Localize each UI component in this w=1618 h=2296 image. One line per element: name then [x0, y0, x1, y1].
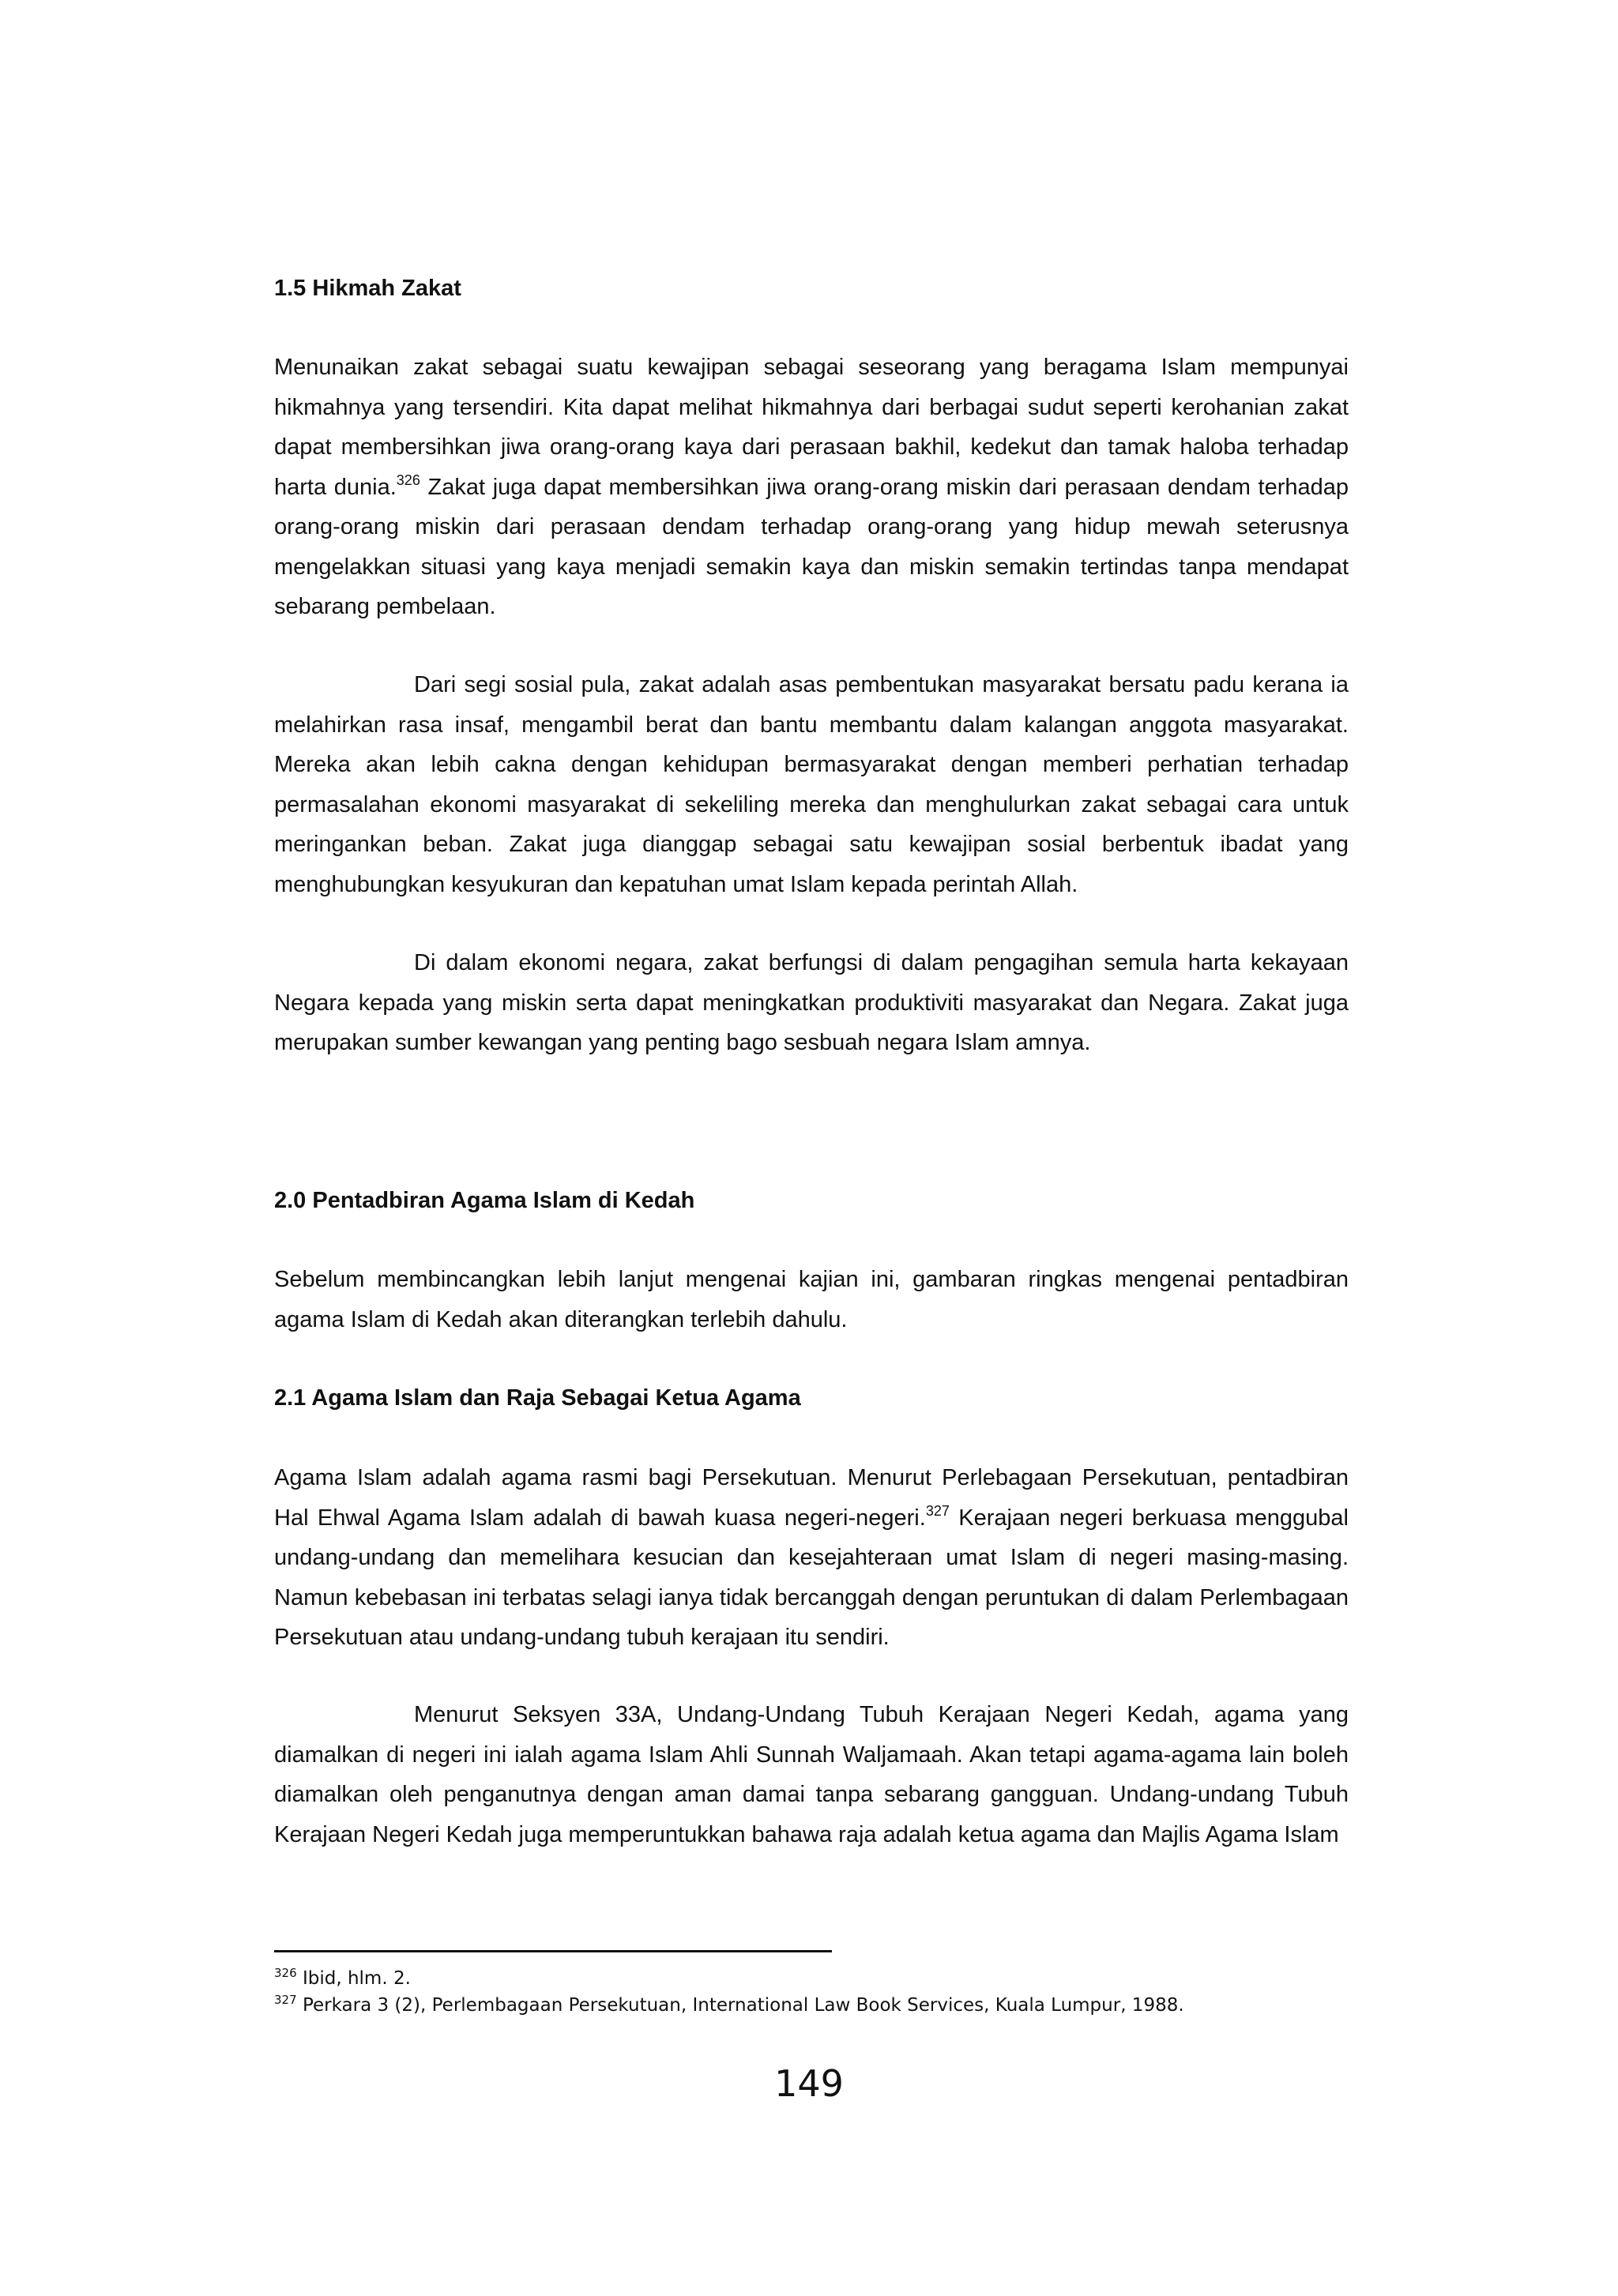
paragraph-ekonomi-negara: Di dalam ekonomi negara, zakat berfungsi di dalam pengagihan semula harta kekayaan Negara kepada yang miskin serta dapat meningkatkan produktiviti masyarakat dan Negara. Zakat juga merupakan sumber kewangan yang penting bago sesbuah negara Islam amnya. — [274, 950, 1349, 1055]
section-heading-1-5: 1.5 Hikmah Zakat — [274, 276, 461, 301]
page-number: 149 — [774, 2062, 844, 2105]
paragraph-seksyen-33a: Menurut Seksyen 33A, Undang-Undang Tubuh Kerajaan Negeri Kedah, agama yang diamalkan di negeri ini ialah agama Islam Ahli Sunnah Waljamaah. Akan tetapi agama-agama lain boleh diamalkan oleh penganutnya dengan aman damai tanpa sebarang gangguan. Undang-undang Tubuh Kerajaan Negeri Kedah juga memperuntukkan bahawa raja adalah ketua agama dan Majlis Agama Islam — [274, 1702, 1349, 1847]
footnote-326 — [274, 1965, 1380, 1992]
paragraph-segi-sosial: Dari segi sosial pula, zakat adalah asas pembentukan masyarakat bersatu padu kerana ia melahirkan rasa insaf, mengambil berat dan bantu membantu dalam kalangan anggota masyarakat. Mereka akan lebih cakna dengan kehidupan bermasyarakat dengan memberi perhatian terhadap permasalahan ekonomi masyarakat di sekeliling mereka dan menghulurkan zakat sebagai cara untuk meringankan beban. Zakat juga dianggap sebagai satu kewajipan sosial berbentuk ibadat yang menghubungkan kesyukuran dan kepatuhan umat Islam kepada perintah Allah. — [274, 672, 1349, 897]
paragraph-hikmah-zakat — [274, 348, 1349, 627]
footnote-text: Perkara 3 (2), Perlembagaan Persekutuan, International Law Book Services, Kuala Lumpur, 1988. — [296, 1995, 1184, 2016]
paragraph-text: Kerajaan negeri berkuasa menggubal undang-undang dan memelihara kesucian dan kesejahteraan umat Islam di negeri masing-masing. Namun kebebasan ini terbatas selagi ianya tidak bercanggah dengan peruntukan di dalam Perlembagaan Persekutuan atau undang-undang tubuh kerajaan itu sendiri. — [274, 1505, 1349, 1650]
footnote-number: 327 — [274, 1993, 297, 2007]
footnote-327 — [274, 1992, 1380, 2019]
paragraph-text: Zakat juga dapat membersihkan jiwa orang-orang miskin dari perasaan dendam terhadap orang-orang miskin dari perasaan dendam terhadap orang-orang yang hidup mewah seterusnya mengelakkan situasi yang kaya menjadi semakin kaya dan miskin semakin tertindas tanpa mendapat sebarang pembelaan. — [274, 474, 1349, 619]
footnotes — [274, 1965, 1380, 2019]
paragraph-agama-rasmi — [274, 1458, 1349, 1658]
footnote-ref-326: 326 — [396, 472, 420, 488]
footnote-separator — [274, 1950, 832, 1952]
paragraph-text: Agama Islam adalah agama rasmi bagi Persekutuan. Menurut Perlebagaan Persekutuan, pentadbiran Hal Ehwal Agama Islam adalah di bawah kuasa negeri-negeri. — [274, 1465, 1349, 1531]
paragraph-pentadbiran-intro: Sebelum membincangkan lebih lanjut mengenai kajian ini, gambaran ringkas mengenai pentadbiran agama Islam di Kedah akan diterangkan terlebih dahulu. — [274, 1267, 1349, 1332]
footnote-text: Ibid, hlm. 2. — [296, 1968, 411, 1989]
footnote-ref-327: 327 — [925, 1502, 950, 1519]
footnote-number: 326 — [274, 1966, 297, 1980]
paragraph-text: Menunaikan zakat sebagai suatu kewajipan sebagai seseorang yang beragama Islam mempunyai hikmahnya yang tersendiri. Kita dapat melihat hikmahnya dari berbagai sudut seperti kerohanian zakat dapat membersihkan jiwa orang-orang kaya dari perasaan bakhil, kedekut dan tamak haloba terhadap harta dunia. — [274, 355, 1349, 500]
section-heading-2-0: 2.0 Pentadbiran Agama Islam di Kedah — [274, 1188, 695, 1213]
section-heading-2-1: 2.1 Agama Islam dan Raja Sebagai Ketua Agama — [274, 1385, 801, 1411]
